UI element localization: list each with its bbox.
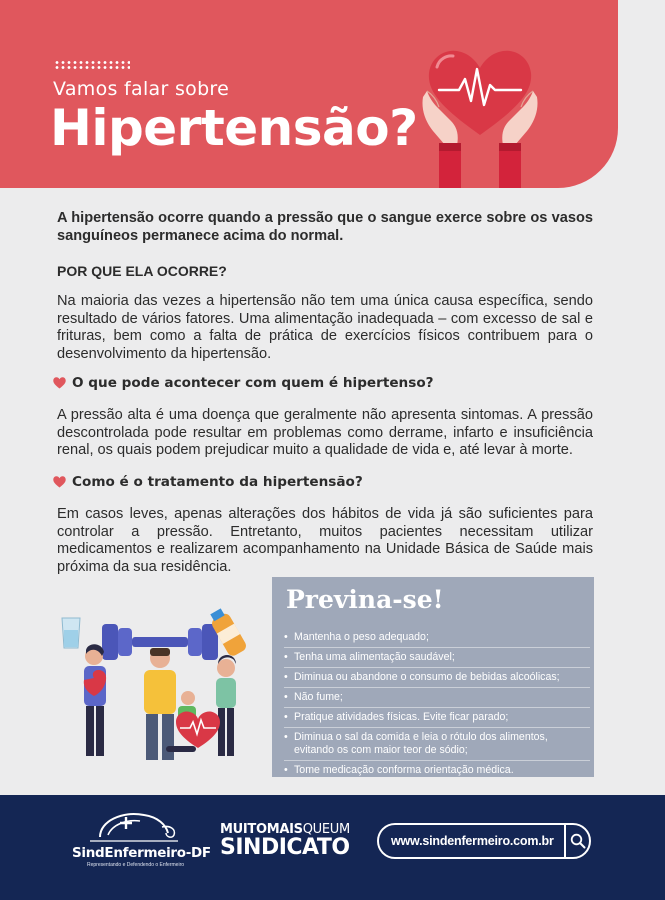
website-link[interactable] xyxy=(377,823,591,859)
header-banner xyxy=(0,0,618,188)
section-heading-risk-label: O que pode acontecer com quem é hipertenso? xyxy=(72,375,434,391)
website-url[interactable]: www.sindenfermeiro.com.br xyxy=(391,834,554,848)
footer xyxy=(0,795,665,900)
slogan-bold: MUITOMAIS xyxy=(220,822,303,837)
section-heading-treatment xyxy=(53,474,589,490)
logo-name: SindEnfermeiro-DF xyxy=(72,845,211,861)
sindenfermeiro-logo[interactable] xyxy=(72,807,211,877)
section-heading-treatment-label: Como é o tratamento da hipertensão? xyxy=(72,474,363,490)
prevention-item: • Pratique atividades físicas. Evite ficar parado; xyxy=(284,708,590,728)
prevention-item: • Tome medicação conforma orientação médica. xyxy=(284,761,590,780)
decorative-dots xyxy=(54,60,130,70)
nurse-cap-logo-icon xyxy=(82,807,182,845)
logo-tagline: Representando e Defendendo o Enfermeiro xyxy=(87,862,185,868)
section-heading-risk xyxy=(53,375,589,391)
slogan xyxy=(220,823,350,859)
section-body-risk: A pressão alta é uma doença que geralmente não apresenta sintomas. A pressão descontrolada pode resultar em problemas como derrame, infarto e insuficiência renal, os quais podem prejudicar muito a qualidade de vida e, até levar à morte. xyxy=(57,407,593,459)
page-title: Hipertensão? xyxy=(50,99,418,157)
heart-icon xyxy=(53,476,66,488)
divider xyxy=(564,825,566,857)
prevention-list xyxy=(284,628,590,780)
intro-paragraph: A hipertensão ocorre quando a pressão que o sangue exerce sobre os vasos sanguíneos permanece acima do normal. xyxy=(57,210,593,244)
section-heading-why: POR QUE ELA OCORRE? xyxy=(57,263,227,279)
slogan-line2: SINDICATO xyxy=(220,835,350,860)
prevention-item: • Diminua o sal da comida e leia o rótulo dos alimentos, evitando os com maior teor de sódio; xyxy=(284,728,590,761)
prevention-panel xyxy=(272,577,594,777)
prevention-item: • Diminua ou abandone o consumo de bebidas alcoólicas; xyxy=(284,668,590,688)
slogan-thin: QUEUM xyxy=(302,822,350,837)
section-body-treatment: Em casos leves, apenas alterações dos hábitos de vida já são suficientes para controlar a pressão. Entretanto, muitos pacientes necessitam utilizar medicamentos e realizarem acompanhamento na Unidade Básica de Saúde mais próxima da sua residência. xyxy=(57,506,593,575)
heart-icon xyxy=(53,377,66,389)
search-icon[interactable] xyxy=(570,833,586,849)
prevention-title: Previna-se! xyxy=(286,585,444,614)
hands-holding-heart-icon xyxy=(415,35,545,188)
section-body-why: Na maioria das vezes a hipertensão não tem uma única causa específica, sendo resultado de vários fatores. Uma alimentação inadequada – com excesso de sal e frituras, bem como a falta de prática de exercícios físicos contribuem para o desenvolvimento da hipertensão. xyxy=(57,293,593,362)
prevention-item: • Não fume; xyxy=(284,688,590,708)
prevention-item: • Tenha uma alimentação saudável; xyxy=(284,648,590,668)
prevention-item: • Mantenha o peso adequado; xyxy=(284,628,590,648)
fitness-people-illustration xyxy=(58,608,263,768)
header-kicker: Vamos falar sobre xyxy=(53,78,230,100)
